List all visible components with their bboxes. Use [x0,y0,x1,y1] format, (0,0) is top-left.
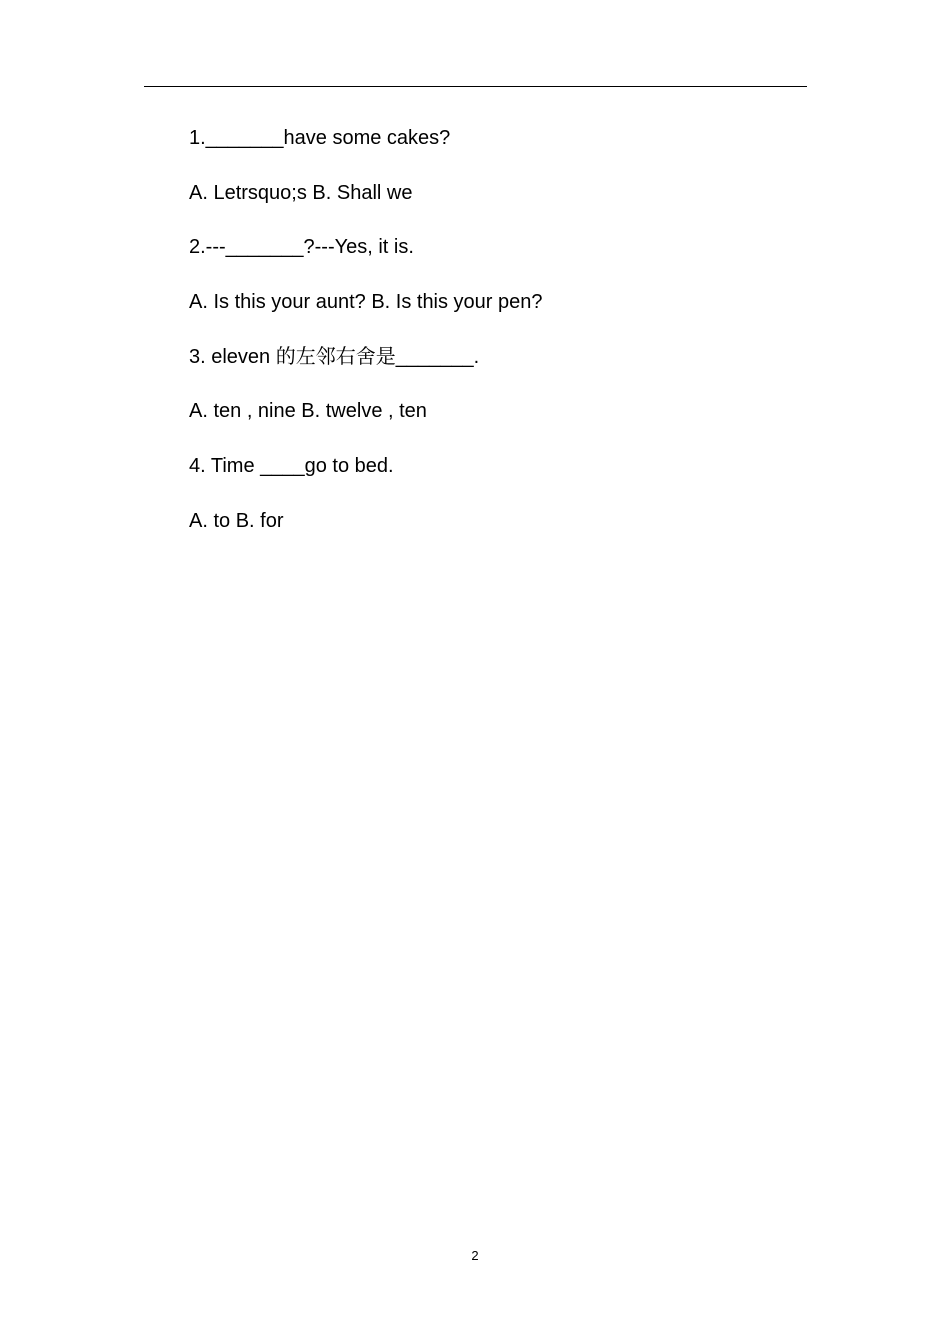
header-rule [144,86,807,87]
question-1: 1._______have some cakes? [189,127,451,149]
question-3: 3. eleven 的左邻右舍是_______. [189,345,480,368]
document-body [189,124,789,562]
question-2-options: A. Is this your aunt? B. Is this your pen? [189,291,543,314]
question-4-options: A. to B. for [189,509,284,532]
question-2: 2.---_______?---Yes, it is. [189,236,414,259]
page-number: 2 [471,1248,479,1263]
question-3-options: A. ten , nine B. twelve , ten [189,400,427,423]
question-4: 4. Time ____go to bed. [189,455,394,478]
question-1-options: A. Letrsquo;s B. Shall we [189,181,413,204]
